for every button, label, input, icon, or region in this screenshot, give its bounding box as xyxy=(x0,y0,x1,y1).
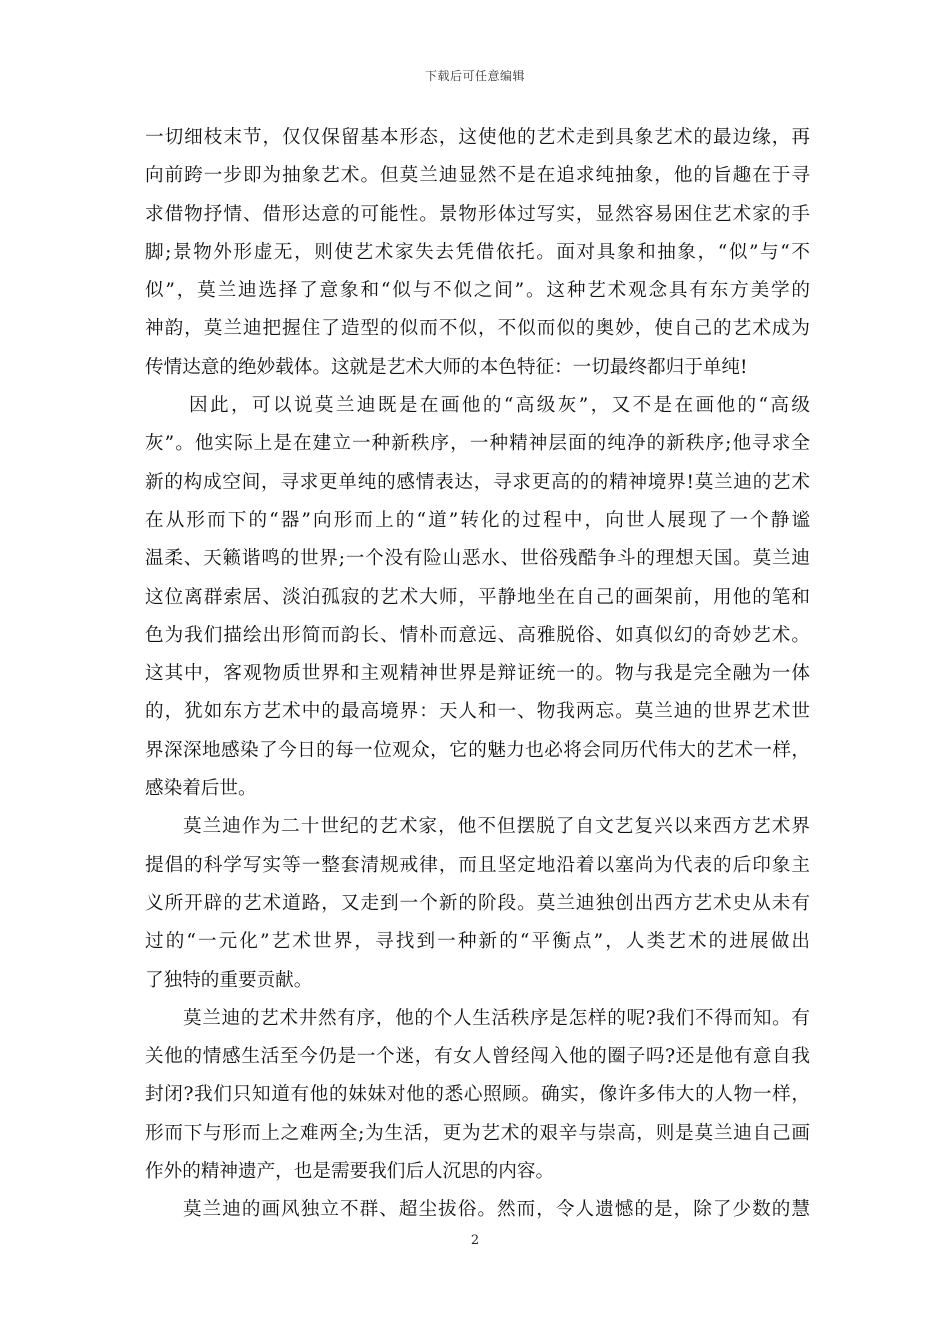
text-line: 神韵，莫兰迪把握住了造型的似而不似，不似而似的奥妙，使自己的艺术成为 xyxy=(145,318,810,340)
text-line: 过的“一元化”艺术世界，寻找到一种新的“平衡点”，人类艺术的进展做出 xyxy=(145,931,810,953)
text-line: 的，犹如东方艺术中的最高境界：天人和一、物我两忘。莫兰迪的世界艺术世 xyxy=(145,701,810,723)
text-line: 传情达意的绝妙载体。这就是艺术大师的本色特征：一切最终都归于单纯! xyxy=(145,356,748,378)
text-line: 求借物抒情、借形达意的可能性。景物形体过写实，显然容易困住艺术家的手 xyxy=(145,203,810,225)
text-line: 义所开辟的艺术道路，又走到一个新的阶段。莫兰迪独创出西方艺术史从未有 xyxy=(145,892,810,914)
paragraph-start-line: 莫兰迪作为二十世纪的艺术家，他不但摆脱了自文艺复兴以来西方艺术界 xyxy=(183,816,810,838)
text-line: 似”，莫兰迪选择了意象和“似与不似之间”。这种艺术观念具有东方美学的 xyxy=(145,280,810,302)
text-line: 感染着后世。 xyxy=(145,778,257,800)
text-line: 脚;景物外形虚无，则使艺术家失去凭借依托。面对具象和抽象，“似”与“不 xyxy=(145,241,810,263)
text-line: 色为我们描绘出形简而韵长、情朴而意远、高雅脱俗、如真似幻的奇妙艺术。 xyxy=(145,624,810,646)
text-line: 一切细枝末节，仅仅保留基本形态，这使他的艺术走到具象艺术的最边缘，再 xyxy=(145,127,810,148)
text-line: 作外的精神遗产，也是需要我们后人沉思的内容。 xyxy=(145,1161,555,1183)
paragraph-start-line: 莫兰迪的艺术井然有序，他的个人生活秩序是怎样的呢?我们不得而知。有 xyxy=(183,1007,810,1029)
text-line: 向前跨一步即为抽象艺术。但莫兰迪显然不是在追求纯抽象，他的旨趣在于寻 xyxy=(145,165,810,187)
text-line: 这位离群索居、淡泊孤寂的艺术大师，平静地坐在自己的画架前，用他的笔和 xyxy=(145,586,810,608)
page-number: 2 xyxy=(470,1233,480,1248)
text-line: 了独特的重要贡献。 xyxy=(145,969,313,991)
text-line: 界深深地感染了今日的每一位观众，它的魅力也必将会同历代伟大的艺术一样， xyxy=(145,739,810,761)
page-header: 下载后可任意编辑 xyxy=(424,69,525,83)
text-line: 形而下与形而上之难两全;为生活，更为艺术的艰辛与崇高，则是莫兰迪自己画 xyxy=(145,1122,810,1144)
text-line: 提倡的科学写实等一整套清规戒律，而且坚定地沿着以塞尚为代表的后印象主 xyxy=(145,854,810,876)
text-line: 新的构成空间，寻求更单纯的感情表达，寻求更高的的精神境界!莫兰迪的艺术 xyxy=(145,471,810,493)
text-line: 灰”。他实际上是在建立一种新秩序，一种精神层面的纯净的新秩序;他寻求全 xyxy=(145,433,810,455)
text-line: 温柔、天籁谐鸣的世界;一个没有险山恶水、世俗残酷争斗的理想天国。莫兰迪 xyxy=(145,548,810,570)
paragraph-start-line: 因此，可以说莫兰迪既是在画他的“高级灰”，又不是在画他的“高级 xyxy=(189,395,810,417)
text-line: 这其中，客观物质世界和主观精神世界是辩证统一的。物与我是完全融为一体 xyxy=(145,663,810,685)
document-body xyxy=(145,119,810,1230)
paragraph-start-line: 莫兰迪的画风独立不群、超尘拔俗。然而，令人遗憾的是，除了少数的慧 xyxy=(183,1199,810,1221)
text-line: 在从形而下的“器”向形而上的“道”转化的过程中，向世人展现了一个静谧 xyxy=(145,509,810,531)
text-line: 封闭?我们只知道有他的妹妹对他的悉心照顾。确实，像许多伟大的人物一样， xyxy=(145,1084,810,1106)
text-line: 关他的情感生活至今仍是一个迷，有女人曾经闯入他的圈子吗?还是他有意自我 xyxy=(145,1046,810,1068)
